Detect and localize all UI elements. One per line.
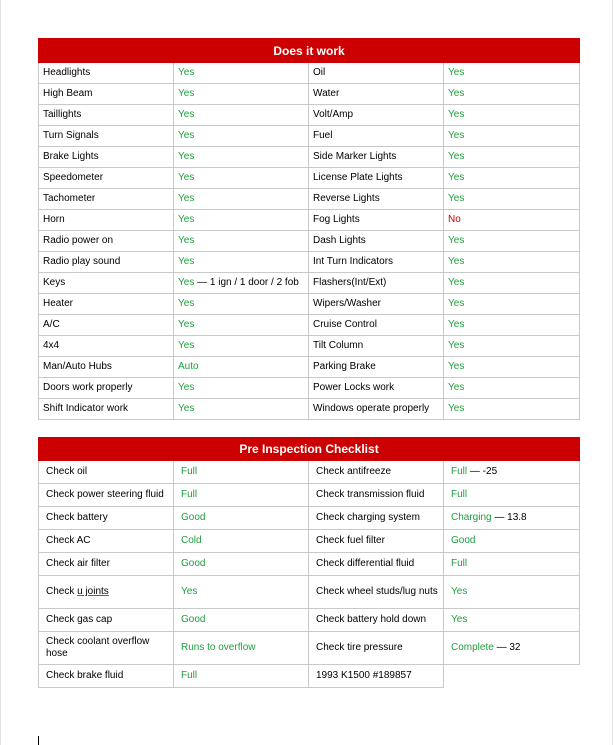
- text-cursor: [38, 736, 39, 745]
- table-row: [39, 553, 580, 576]
- table-row: [39, 189, 580, 210]
- right-value: [444, 252, 580, 273]
- table-row: [39, 231, 580, 252]
- right-value-text: Yes: [448, 151, 465, 162]
- left-value: [174, 553, 309, 576]
- left-item: [39, 126, 174, 147]
- left-value-text: Yes: [178, 67, 195, 78]
- left-item-text: Check AC: [46, 535, 91, 546]
- left-item-text: Doors work properly: [43, 382, 133, 393]
- right-item-text: License Plate Lights: [313, 172, 403, 183]
- left-item-text: Radio power on: [43, 235, 114, 246]
- right-value-text: Yes: [448, 340, 465, 351]
- right-value-text: Yes: [448, 361, 465, 372]
- right-value-text: Yes: [448, 172, 465, 183]
- right-value: [444, 507, 580, 530]
- right-item-text: Cruise Control: [313, 319, 377, 330]
- left-value: [174, 461, 309, 484]
- right-item: [309, 294, 444, 315]
- left-value: [174, 507, 309, 530]
- right-value: [444, 553, 580, 576]
- left-item: [39, 231, 174, 252]
- right-value: [444, 336, 580, 357]
- right-item: [309, 147, 444, 168]
- right-item-text: Volt/Amp: [313, 109, 354, 120]
- left-item-text: Man/Auto Hubs: [43, 361, 112, 372]
- left-item-text: A/C: [43, 319, 60, 330]
- right-item: [309, 252, 444, 273]
- left-item: [39, 273, 174, 294]
- right-item-text: Windows operate properly: [313, 403, 430, 414]
- left-value-text: Yes: [178, 193, 195, 204]
- table-row: [39, 632, 580, 665]
- left-item-text: Turn Signals: [43, 130, 99, 141]
- left-value-text: Good: [181, 512, 206, 523]
- right-value: [444, 105, 580, 126]
- right-value-text: Yes: [448, 298, 465, 309]
- left-value: [174, 126, 309, 147]
- right-value-text: Full: [451, 489, 468, 500]
- left-value: [174, 609, 309, 632]
- right-value: [444, 147, 580, 168]
- right-value-text: Yes: [448, 382, 465, 393]
- left-value-text: Yes: [178, 172, 195, 183]
- left-item: [39, 189, 174, 210]
- left-item: [39, 336, 174, 357]
- left-item-text: Speedometer: [43, 172, 104, 183]
- right-item-text: Reverse Lights: [313, 193, 380, 204]
- right-item-text: Fog Lights: [313, 214, 360, 225]
- left-item: [39, 632, 174, 665]
- right-item: [309, 399, 444, 420]
- right-item-text: Power Locks work: [313, 382, 395, 393]
- right-item: [309, 84, 444, 105]
- left-item-text: Tachometer: [43, 193, 96, 204]
- left-item: [39, 147, 174, 168]
- table-row: [39, 84, 580, 105]
- right-item-text: Check differential fluid: [316, 558, 415, 569]
- right-item: [309, 507, 444, 530]
- right-item-text: Fuel: [313, 130, 333, 141]
- left-value: [174, 210, 309, 231]
- right-item-text: 1993 K1500 #189857: [316, 670, 412, 681]
- right-item: [309, 126, 444, 147]
- left-value: [174, 189, 309, 210]
- right-value-text: No: [448, 214, 461, 225]
- left-item-text: High Beam: [43, 88, 93, 99]
- right-value-text: Charging: [451, 512, 492, 523]
- right-item-text: Check charging system: [316, 512, 420, 523]
- right-item-text: Check tire pressure: [316, 642, 403, 653]
- left-item: [39, 484, 174, 507]
- left-value-text: Yes: [178, 256, 195, 267]
- right-value: [444, 315, 580, 336]
- left-item: [39, 357, 174, 378]
- right-value: [444, 576, 580, 609]
- right-value-text: Yes: [448, 256, 465, 267]
- left-value: [174, 632, 309, 665]
- right-value: [444, 461, 580, 484]
- left-value-note: — 1 ign / 1 door / 2 fob: [194, 277, 299, 288]
- right-item-text: Wipers/Washer: [313, 298, 381, 309]
- right-item: [309, 63, 444, 84]
- table-row: [39, 210, 580, 231]
- right-value-text: Yes: [448, 88, 465, 99]
- left-value: [174, 336, 309, 357]
- left-item: [39, 294, 174, 315]
- right-item: [309, 553, 444, 576]
- right-item-text: Check fuel filter: [316, 535, 385, 546]
- left-item: [39, 553, 174, 576]
- left-item: [39, 84, 174, 105]
- left-value-text: Yes: [178, 319, 195, 330]
- left-item: [39, 63, 174, 84]
- left-value-text: Full: [181, 466, 198, 477]
- right-item: [309, 231, 444, 252]
- right-item: [309, 105, 444, 126]
- right-item: [309, 273, 444, 294]
- left-item-text: Shift Indicator work: [43, 403, 129, 414]
- table-row: [39, 105, 580, 126]
- left-value-text: Yes: [178, 88, 195, 99]
- right-value-note: — 32: [493, 642, 521, 653]
- left-value-text: Yes: [178, 382, 195, 393]
- left-value: [174, 530, 309, 553]
- right-value: [444, 632, 580, 665]
- left-item: [39, 399, 174, 420]
- right-item-text: Check wheel studs/lug nuts: [316, 586, 438, 597]
- left-item-text: Check brake fluid: [46, 670, 124, 681]
- left-value-text: Yes: [178, 130, 195, 141]
- right-value: [444, 378, 580, 399]
- left-value: [174, 105, 309, 126]
- left-item-text: Keys: [43, 277, 66, 288]
- left-item-text: 4x4: [43, 340, 60, 351]
- left-item-text: Check: [46, 586, 78, 597]
- right-item: [309, 336, 444, 357]
- left-value-text: Cold: [181, 535, 202, 546]
- table-row: [39, 273, 580, 294]
- right-item: [309, 210, 444, 231]
- table-row: [39, 168, 580, 189]
- right-value-text: Yes: [448, 235, 465, 246]
- left-value: [174, 576, 309, 609]
- right-item-text: Int Turn Indicators: [313, 256, 394, 267]
- left-item-text: Check oil: [46, 466, 88, 477]
- left-value: [174, 315, 309, 336]
- does-it-work-table: [38, 38, 580, 420]
- right-item: [309, 378, 444, 399]
- right-value-text: Yes: [448, 403, 465, 414]
- left-value-text: Good: [181, 558, 206, 569]
- left-value-text: Full: [181, 670, 198, 681]
- right-item: [309, 357, 444, 378]
- right-value: [444, 609, 580, 632]
- left-value-text: Runs to overflow: [181, 642, 256, 653]
- table-row: [39, 399, 580, 420]
- right-item: [309, 665, 444, 688]
- right-value-text: Yes: [448, 319, 465, 330]
- left-value-text: Good: [181, 614, 206, 625]
- left-value-text: Yes: [178, 298, 195, 309]
- left-item: [39, 576, 174, 609]
- left-item-text: Heater: [43, 298, 74, 309]
- right-item-text: Flashers(Int/Ext): [313, 277, 387, 288]
- right-item-text: Parking Brake: [313, 361, 376, 372]
- left-value: [174, 294, 309, 315]
- right-value-note: — -25: [467, 466, 498, 477]
- right-value-text: Full: [451, 558, 468, 569]
- left-value: [174, 147, 309, 168]
- right-value: [444, 63, 580, 84]
- table-row: [39, 378, 580, 399]
- right-value: [444, 273, 580, 294]
- table-row: [39, 252, 580, 273]
- left-item: [39, 461, 174, 484]
- right-item: [309, 609, 444, 632]
- right-value: [444, 210, 580, 231]
- left-item-text: Taillights: [43, 109, 82, 120]
- left-item-text: Check power steering fluid: [46, 489, 164, 500]
- left-item-underlined: u joints: [77, 586, 109, 597]
- table-row: [39, 576, 580, 609]
- left-value: [174, 378, 309, 399]
- table-row: [39, 357, 580, 378]
- left-value: [174, 231, 309, 252]
- left-item: [39, 507, 174, 530]
- left-item: [39, 665, 174, 688]
- right-value-text: Yes: [448, 67, 465, 78]
- right-item: [309, 168, 444, 189]
- left-item-text: Headlights: [43, 67, 91, 78]
- left-value: [174, 399, 309, 420]
- table-row: [39, 484, 580, 507]
- right-value: [444, 168, 580, 189]
- right-value: [444, 231, 580, 252]
- table-row: [39, 665, 580, 688]
- left-item-text: Brake Lights: [43, 151, 99, 162]
- left-value: [174, 168, 309, 189]
- pre-inspection-table: [38, 437, 580, 688]
- right-value: [444, 484, 580, 507]
- table-row: [39, 336, 580, 357]
- right-value-empty: [444, 665, 580, 688]
- right-value: [444, 126, 580, 147]
- left-item: [39, 530, 174, 553]
- left-item-text: Check battery: [46, 512, 108, 523]
- right-item: [309, 632, 444, 665]
- table-row: [39, 126, 580, 147]
- right-item-text: Dash Lights: [313, 235, 366, 246]
- left-value: [174, 63, 309, 84]
- right-item-text: Check antifreeze: [316, 466, 392, 477]
- left-item-text: Radio play sound: [43, 256, 121, 267]
- left-value-text: Yes: [178, 235, 195, 246]
- right-item-text: Check battery hold down: [316, 614, 427, 625]
- right-item: [309, 189, 444, 210]
- pre-inspection-title: Pre Inspection Checklist: [39, 438, 580, 461]
- right-item: [309, 484, 444, 507]
- left-item-text: Check air filter: [46, 558, 110, 569]
- left-item: [39, 378, 174, 399]
- table-row: [39, 507, 580, 530]
- left-item-text: Check coolant overflow hose: [46, 636, 150, 659]
- left-value: [174, 273, 309, 294]
- right-item-text: Water: [313, 88, 340, 99]
- right-item: [309, 461, 444, 484]
- right-value-text: Good: [451, 535, 476, 546]
- table-row: [39, 530, 580, 553]
- table-row: [39, 461, 580, 484]
- left-value-text: Full: [181, 489, 198, 500]
- right-value: [444, 357, 580, 378]
- table-row: [39, 147, 580, 168]
- left-item-text: Horn: [43, 214, 65, 225]
- right-value: [444, 84, 580, 105]
- left-item: [39, 210, 174, 231]
- right-value-note: — 13.8: [491, 512, 527, 523]
- left-value: [174, 252, 309, 273]
- table-row: [39, 294, 580, 315]
- left-value: [174, 484, 309, 507]
- left-item-text: Check gas cap: [46, 614, 113, 625]
- right-value-text: Yes: [451, 614, 468, 625]
- right-item-text: Tilt Column: [313, 340, 364, 351]
- right-item: [309, 576, 444, 609]
- right-value-text: Yes: [448, 193, 465, 204]
- left-value-text: Yes: [178, 403, 195, 414]
- right-value-text: Yes: [448, 277, 465, 288]
- left-item: [39, 609, 174, 632]
- left-value: [174, 665, 309, 688]
- right-item-text: Check transmission fluid: [316, 489, 425, 500]
- right-item-text: Oil: [313, 67, 326, 78]
- right-value: [444, 530, 580, 553]
- right-item: [309, 315, 444, 336]
- right-item-text: Side Marker Lights: [313, 151, 397, 162]
- table-row: [39, 315, 580, 336]
- left-value-text: Auto: [178, 361, 199, 372]
- left-value-text: Yes: [178, 151, 195, 162]
- left-value-text: Yes: [178, 340, 195, 351]
- left-item: [39, 105, 174, 126]
- right-value: [444, 294, 580, 315]
- left-value: [174, 84, 309, 105]
- left-item: [39, 315, 174, 336]
- right-value-text: Yes: [451, 586, 468, 597]
- left-value-text: Yes: [178, 277, 195, 288]
- right-value: [444, 189, 580, 210]
- right-item: [309, 530, 444, 553]
- left-value-text: Yes: [178, 214, 195, 225]
- right-value-text: Yes: [448, 130, 465, 141]
- left-item: [39, 168, 174, 189]
- right-value: [444, 399, 580, 420]
- left-value: [174, 357, 309, 378]
- right-value-text: Full: [451, 466, 468, 477]
- left-value-text: Yes: [178, 109, 195, 120]
- table-row: [39, 63, 580, 84]
- left-value-text: Yes: [181, 586, 198, 597]
- table-row: [39, 609, 580, 632]
- does-it-work-title: Does it work: [39, 39, 580, 63]
- right-value-text: Complete: [451, 642, 494, 653]
- right-value-text: Yes: [448, 109, 465, 120]
- left-item: [39, 252, 174, 273]
